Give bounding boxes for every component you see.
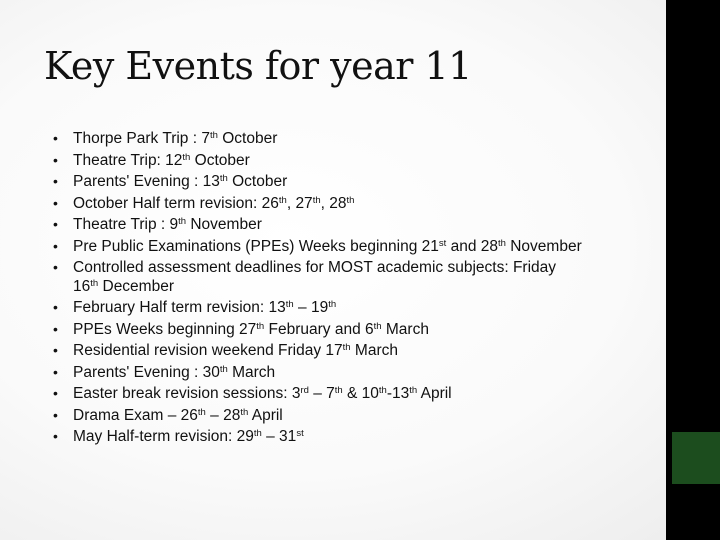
- bullet-item: [53, 257, 653, 297]
- bullet-list: [53, 128, 653, 448]
- bullet-dot-icon: •: [53, 173, 58, 189]
- bullet-text: Theatre Trip: 12th October: [73, 151, 250, 169]
- bullet-text: Controlled assessment deadlines for MOST academic subjects: Friday: [73, 259, 557, 276]
- bullet-item: [53, 214, 653, 236]
- bullet-item: [53, 383, 653, 405]
- bullet-dot-icon: •: [53, 428, 58, 444]
- bullet-text: Theatre Trip : 9th November: [73, 215, 262, 233]
- bullet-item: [53, 362, 653, 384]
- bullet-text: May Half-term revision: 29th – 31st: [73, 427, 304, 445]
- bullet-item: [53, 319, 653, 341]
- bullet-dot-icon: •: [53, 320, 58, 337]
- bullet-text: Pre Public Examinations (PPEs) Weeks beginning 21st and 28th November: [73, 237, 582, 255]
- bullet-dot-icon: •: [53, 385, 58, 401]
- bullet-text: Drama Exam – 26th – 28th April: [73, 406, 283, 424]
- bullet-text-continuation: 16th December: [73, 277, 174, 295]
- bullet-item: [53, 193, 653, 215]
- bullet-item: [53, 340, 653, 362]
- bullet-text: Easter break revision sessions: 3rd – 7th & 10th-13th April: [73, 384, 452, 402]
- bullet-dot-icon: •: [53, 259, 58, 275]
- bullet-dot-icon: •: [53, 342, 58, 358]
- bullet-dot-icon: •: [53, 237, 58, 254]
- bullet-item: [53, 171, 653, 193]
- bullet-text: October Half term revision: 26th, 27th, 28th: [73, 194, 355, 212]
- bullet-dot-icon: •: [53, 130, 58, 146]
- bullet-dot-icon: •: [53, 151, 58, 168]
- bullet-dot-icon: •: [53, 216, 58, 232]
- accent-block: [672, 432, 720, 484]
- bullet-item: [53, 236, 653, 258]
- bullet-text: February Half term revision: 13th – 19th: [73, 298, 337, 316]
- bullet-item: [53, 128, 653, 150]
- bullet-dot-icon: •: [53, 406, 58, 423]
- bullet-text: PPEs Weeks beginning 27th February and 6th March: [73, 320, 429, 338]
- bullet-item: [53, 297, 653, 319]
- bullet-dot-icon: •: [53, 363, 58, 380]
- bullet-dot-icon: •: [53, 194, 58, 211]
- bullet-text: Parents' Evening : 13th October: [73, 172, 288, 190]
- bullet-dot-icon: •: [53, 299, 58, 315]
- bullet-item: [53, 426, 653, 448]
- bullet-item: [53, 150, 653, 172]
- bullet-item: [53, 405, 653, 427]
- bullet-text: Residential revision weekend Friday 17th March: [73, 341, 398, 359]
- bullet-text: Thorpe Park Trip : 7th October: [73, 129, 278, 147]
- bullet-text: Parents' Evening : 30th March: [73, 363, 276, 381]
- slide-title: Key Events for year 11: [44, 44, 472, 88]
